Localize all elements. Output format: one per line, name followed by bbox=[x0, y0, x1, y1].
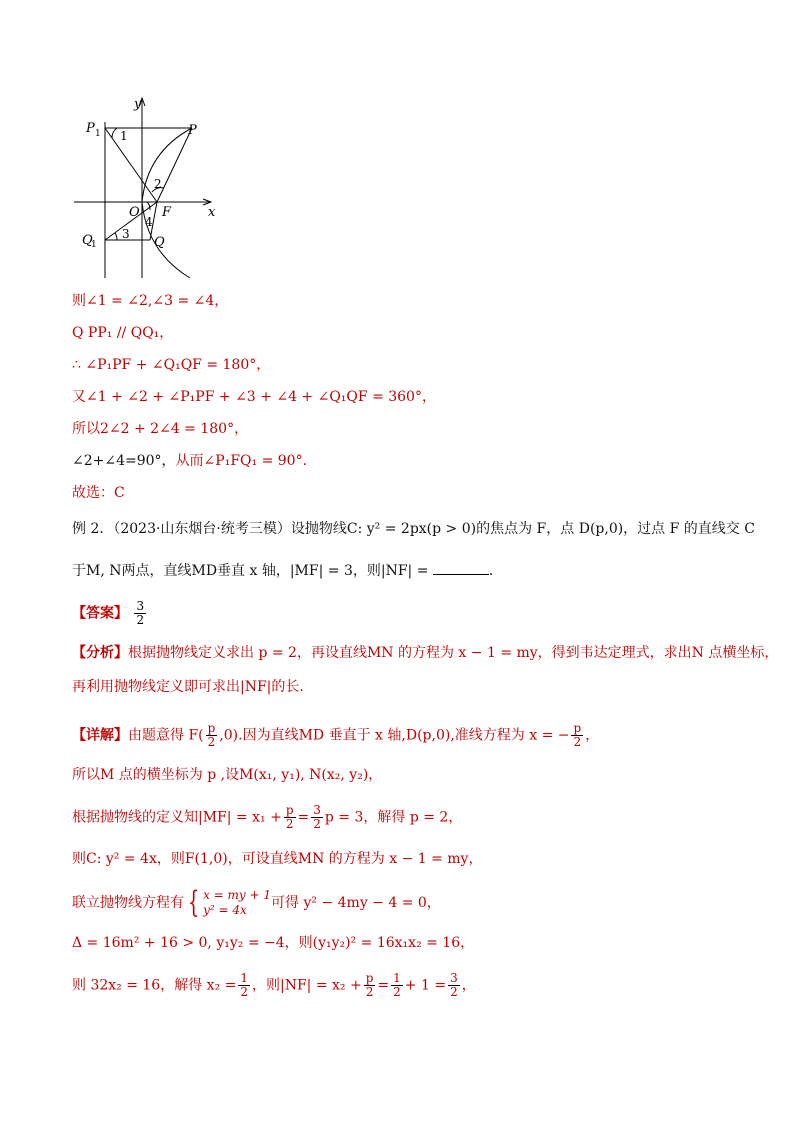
solution-answer-choice: 故选：C bbox=[72, 485, 125, 501]
detail-7-frac4 bbox=[448, 972, 460, 999]
solution-line-2: Q PP₁ // QQ₁， bbox=[72, 325, 174, 341]
frac-den: 2 bbox=[365, 985, 374, 999]
angle-label-2: 2 bbox=[154, 177, 162, 191]
solution-line-6b: 从而∠P₁FQ₁ = 90°． bbox=[175, 453, 317, 469]
angle-arc-1 bbox=[112, 128, 117, 138]
detail-7-frac2 bbox=[364, 972, 376, 999]
parabola-figure bbox=[72, 92, 232, 280]
label-f: F bbox=[162, 205, 172, 220]
answer-line bbox=[72, 600, 148, 627]
system-eq-2: y² = 4x bbox=[203, 903, 247, 917]
example2-question-text: 于M, N两点，直线MD垂直 x 轴，|MF| = 3，则|NF| = bbox=[72, 563, 429, 579]
answer-denominator: 2 bbox=[136, 613, 145, 627]
detail-7c: = bbox=[377, 977, 390, 994]
detail-1b: ,0).因为直线MD 垂直于 x 轴,D(p,0),准线方程为 x = − bbox=[219, 727, 570, 744]
label-x: x bbox=[208, 205, 216, 220]
detail-1-frac bbox=[206, 722, 218, 749]
analysis-line-1 bbox=[72, 644, 778, 662]
detail-5a: 联立抛物线方程有 bbox=[72, 895, 184, 911]
solution-line-1: 则∠1 = ∠2,∠3 = ∠4， bbox=[72, 293, 229, 309]
detail-1a: 由题意得 F( bbox=[128, 727, 204, 744]
detail-tag: 【详解】 bbox=[72, 727, 128, 744]
answer-numerator: 3 bbox=[136, 599, 145, 613]
angle-label-4: 4 bbox=[145, 215, 153, 229]
frac-num: p bbox=[207, 721, 216, 735]
angle-arc-3 bbox=[115, 233, 117, 240]
detail-7-frac bbox=[238, 972, 250, 999]
detail-7d: + 1 = bbox=[404, 977, 447, 994]
frac-den: 2 bbox=[573, 735, 582, 749]
equation-system bbox=[203, 888, 271, 918]
solution-line-6 bbox=[72, 452, 317, 470]
frac-den: 2 bbox=[450, 985, 458, 999]
label-q1: Q bbox=[82, 233, 93, 248]
example2-question-end: ． bbox=[488, 563, 503, 579]
frac-den: 2 bbox=[313, 817, 321, 831]
system-eq-1: x = my + 1 bbox=[203, 888, 272, 902]
solution-line-6a: ∠2+∠4=90°， bbox=[72, 453, 176, 469]
detail-3-frac bbox=[284, 804, 296, 831]
frac-den: 2 bbox=[393, 985, 401, 999]
solution-line-4: 又∠1 + ∠2 + ∠P₁PF + ∠3 + ∠4 + ∠Q₁QF = 360°， bbox=[72, 389, 436, 405]
detail-3b: = bbox=[297, 809, 310, 826]
detail-line-1 bbox=[72, 722, 599, 749]
answer-blank bbox=[433, 562, 489, 575]
detail-line-3 bbox=[72, 804, 462, 831]
frac-den: 2 bbox=[207, 735, 216, 749]
detail-7-frac3 bbox=[391, 972, 403, 999]
detail-3a: 根据抛物线的定义知|MF| = x₁ + bbox=[72, 809, 282, 826]
detail-7e: ， bbox=[461, 977, 476, 994]
example2-question-line-1: 例 2．（2023·山东烟台·统考三模）设抛物线C: y² = 2px(p > 0)的焦点为 F，点 D(p,0)，过点 F 的直线交 C bbox=[72, 521, 755, 537]
angle-label-1: 1 bbox=[120, 129, 128, 143]
frac-num: p bbox=[365, 971, 374, 985]
label-p1: P bbox=[86, 121, 95, 136]
frac-num: 3 bbox=[313, 803, 321, 817]
detail-5b: 可得 y² − 4my − 4 = 0， bbox=[271, 895, 441, 911]
detail-7b: ，则|NF| = x₂ + bbox=[252, 977, 362, 994]
frac-num: 1 bbox=[393, 971, 401, 985]
detail-7a: 则 32x₂ = 16，解得 x₂ = bbox=[72, 977, 237, 994]
segment-p1f bbox=[105, 128, 157, 202]
detail-line-2: 所以M 点的横坐标为 p ,设M(x₁, y₁), N(x₂, y₂)， bbox=[72, 767, 383, 783]
detail-1-frac2 bbox=[571, 722, 583, 749]
frac-num: p bbox=[573, 721, 582, 735]
frac-num: 3 bbox=[450, 971, 458, 985]
solution-line-3: ∴ ∠P₁PF + ∠Q₁QF = 180°， bbox=[72, 357, 271, 373]
label-q1-sub: 1 bbox=[91, 240, 97, 250]
label-y: y bbox=[134, 97, 142, 112]
label-o: O bbox=[129, 205, 140, 220]
frac-num: 1 bbox=[240, 971, 248, 985]
detail-line-5 bbox=[72, 885, 441, 920]
parabola-curve bbox=[142, 128, 192, 278]
frac-den: 2 bbox=[285, 817, 294, 831]
analysis-tag: 【分析】 bbox=[72, 645, 128, 661]
answer-fraction bbox=[134, 600, 146, 627]
analysis-line-2: 再利用抛物线定义即可求出|NF|的长. bbox=[72, 679, 304, 695]
label-q: Q bbox=[154, 235, 165, 250]
detail-line-7 bbox=[72, 972, 476, 999]
detail-line-4: 则C: y² = 4x，则F(1,0)，可设直线MN 的方程为 x − 1 = my， bbox=[72, 851, 483, 867]
detail-3c: p = 3，解得 p = 2， bbox=[324, 809, 463, 826]
solution-line-5: 所以2∠2 + 2∠4 = 180°， bbox=[72, 421, 249, 437]
frac-num: p bbox=[285, 803, 294, 817]
angle-label-3: 3 bbox=[122, 227, 130, 241]
answer-tag: 【答案】 bbox=[72, 605, 128, 622]
detail-line-6: Δ = 16m² + 16 > 0, y₁y₂ = −4，则(y₁y₂)² = 16x₁x₂ = 16， bbox=[72, 935, 475, 951]
system-brace: { bbox=[187, 885, 200, 920]
frac-den: 2 bbox=[240, 985, 248, 999]
label-p: P bbox=[188, 123, 197, 138]
label-p1-sub: 1 bbox=[95, 129, 101, 139]
detail-3-frac2 bbox=[311, 804, 323, 831]
detail-1c: ， bbox=[585, 727, 600, 744]
analysis-text-1: 根据抛物线定义求出 p = 2，再设直线MN 的方程为 x − 1 = my，得到韦达定理式，求出N 点横坐标， bbox=[128, 645, 779, 661]
example2-question-line-2 bbox=[72, 562, 503, 580]
